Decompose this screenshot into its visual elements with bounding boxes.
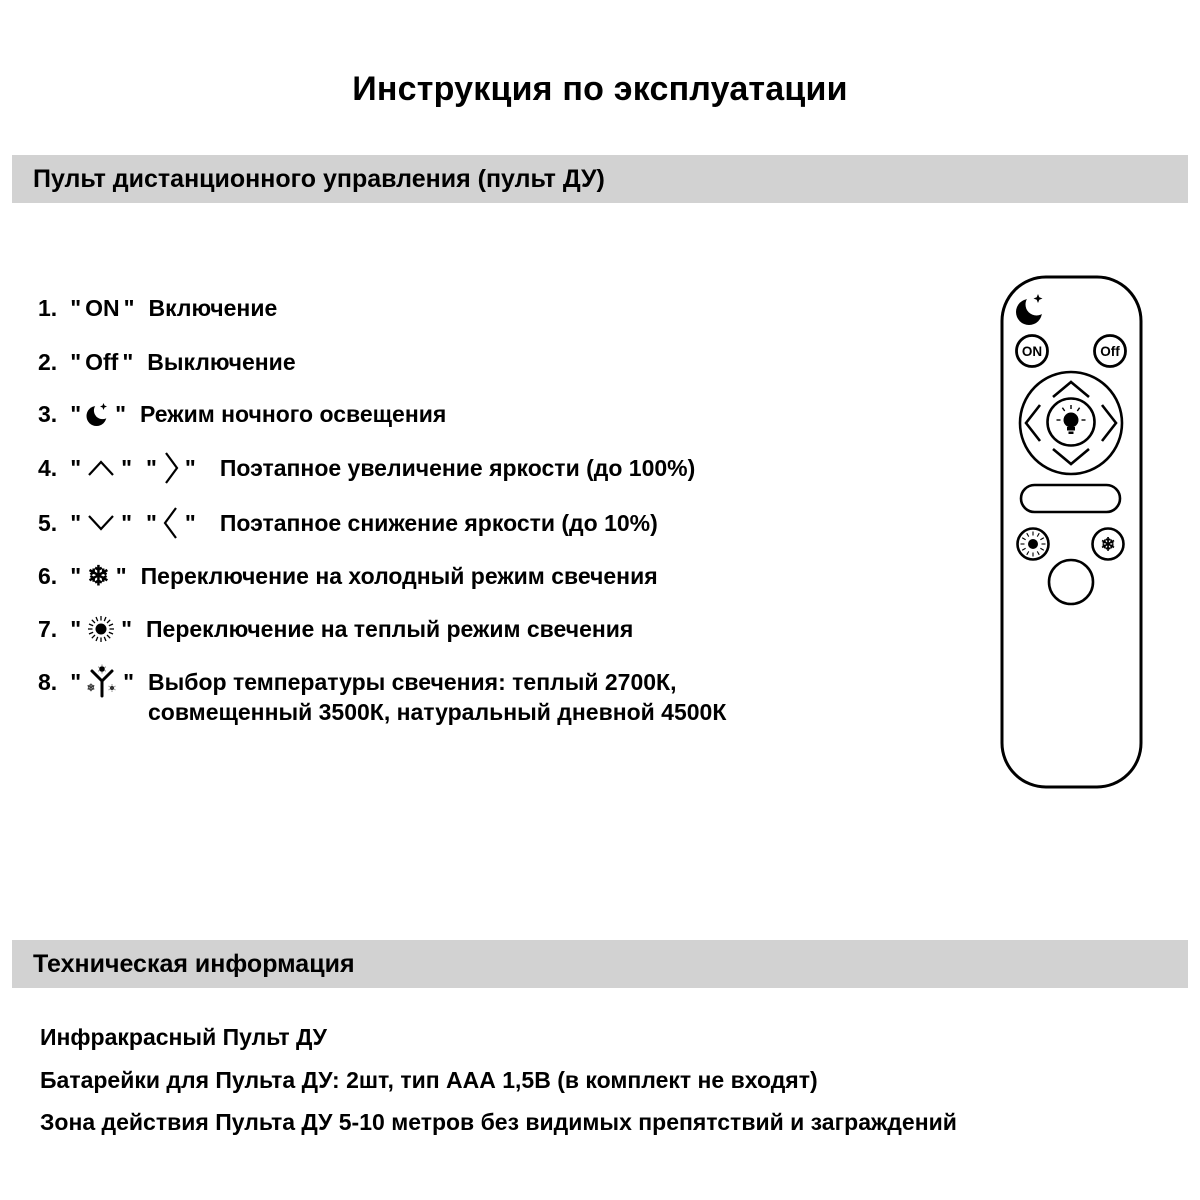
instruction-item-7 (38, 614, 633, 644)
instruction-item-8 (38, 667, 726, 727)
item-text: Переключение на теплый режим свечения (146, 615, 634, 642)
chevron-left-icon (161, 505, 181, 541)
remote-dial (1020, 372, 1122, 474)
quote-mark: " (123, 668, 134, 695)
quote-mark: " (123, 294, 135, 321)
item-number: 5. (38, 509, 58, 536)
item-number: 4. (38, 454, 58, 481)
on-label: ON (85, 294, 120, 321)
quote-mark: " (122, 348, 134, 375)
item-number: 6. (38, 562, 58, 589)
quote-mark: " (70, 562, 82, 589)
remote-off-label: Off (1100, 344, 1120, 359)
quote-mark: " (70, 348, 82, 375)
quote-mark: " (70, 400, 82, 427)
item-text: Переключение на холодный режим свечения (140, 562, 658, 589)
item-number: 2. (38, 348, 58, 375)
chevron-down-icon (85, 513, 117, 533)
quote-mark: " (70, 454, 82, 481)
quote-mark: " (121, 615, 132, 642)
section-header-tech (12, 940, 1188, 988)
section-header-tech-label: Техническая информация (33, 949, 355, 978)
page-title: Инструкция по эксплуатации (352, 70, 848, 108)
tech-info-line-3: Зона действия Пульта ДУ 5-10 метров без видимых препятствий и заграждений (40, 1109, 957, 1135)
quote-mark: " (70, 294, 82, 321)
item-number: 7. (38, 615, 58, 642)
instruction-item-6 (38, 561, 658, 591)
item-text: Режим ночного освещения (140, 400, 447, 427)
section-header-remote (12, 155, 1188, 203)
quote-mark: " (115, 400, 126, 427)
item-number: 3. (38, 400, 58, 427)
item-number: 1. (38, 294, 58, 321)
instruction-item-3 (38, 399, 446, 429)
quote-mark: " (146, 509, 157, 536)
snowflake-icon: ❄ (87, 560, 110, 591)
remote-control-illustration (988, 272, 1148, 794)
section-header-remote-label: Пульт дистанционного управления (пульт ДУ) (33, 164, 605, 193)
item-text-line1: Выбор температуры свечения: теплый 2700К, (148, 669, 677, 695)
item-text: Выключение (147, 348, 296, 375)
quote-mark: " (184, 509, 196, 536)
remote-warm-button (1018, 529, 1049, 560)
remote-on-label: ON (1021, 344, 1043, 359)
off-label: Off (85, 348, 119, 375)
instruction-item-1 (38, 293, 277, 323)
quote-mark: " (121, 509, 132, 536)
remote-off-button (1095, 336, 1126, 367)
remote-cold-button (1093, 529, 1124, 560)
tech-info-line-2: Батарейки для Пульта ДУ: 2шт, тип ААА 1,5В (в комплект не входят) (40, 1067, 818, 1093)
moon-icon (85, 399, 111, 429)
instruction-item-2 (38, 347, 296, 377)
item-number: 8. (38, 668, 58, 695)
sun-icon (85, 613, 117, 645)
quote-mark: " (146, 454, 157, 481)
instruction-item-5 (38, 508, 658, 538)
quote-mark: " (70, 615, 82, 642)
quote-mark: " (184, 454, 196, 481)
quote-mark: " (115, 562, 127, 589)
item-text: Поэтапное снижение яркости (до 10%) (219, 509, 658, 536)
temperature-select-icon (85, 664, 119, 700)
quote-mark: " (121, 454, 132, 481)
remote-round-button (1049, 560, 1093, 604)
quote-mark: " (70, 668, 82, 695)
mini-snowflake-glyph: ❄ (86, 683, 96, 694)
remote-snowflake-glyph: ❄ (1100, 534, 1116, 555)
item-text: Поэтапное увеличение яркости (до 100%) (219, 454, 696, 481)
remote-on-button (1017, 336, 1048, 367)
tech-info-line-1: Инфракрасный Пульт ДУ (40, 1024, 327, 1050)
chevron-up-icon (85, 458, 117, 478)
chevron-right-icon (161, 450, 181, 486)
item-text-block (148, 667, 726, 727)
quote-mark: " (70, 509, 82, 536)
remote-pill-button (1021, 485, 1120, 512)
item-text: Включение (148, 294, 278, 321)
instruction-item-4 (38, 453, 695, 483)
item-text-line2: совмещенный 3500К, натуральный дневной 4500К (148, 699, 727, 725)
